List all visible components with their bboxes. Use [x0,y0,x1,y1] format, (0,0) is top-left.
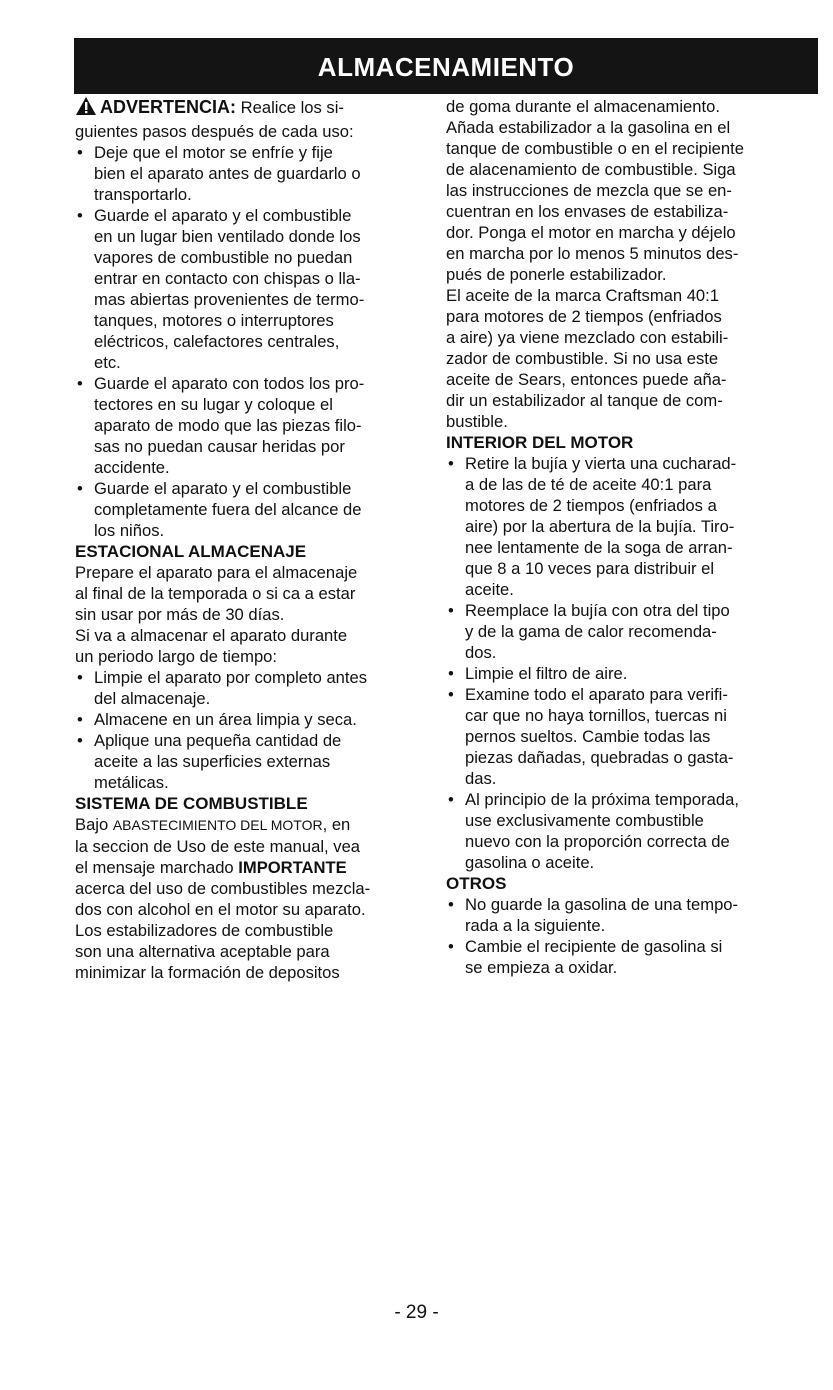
others-heading: OTROS [446,874,507,893]
paragraph-line: de alacenamiento de combustible. Siga [446,160,736,179]
list-item-line: • Almacene en un área limpia y seca. [94,710,357,729]
list-item-line: nuevo con la proporción correcta de [465,832,730,851]
list-item-line: • Guarde el aparato y el combustible [94,479,352,498]
others-list [446,894,816,978]
list-item [75,730,445,793]
list-item-line: • No guarde la gasolina de una tempo- [465,895,739,914]
list-item-line: completamente fuera del alcance de [94,500,362,519]
list-item-line: transportarlo. [94,185,192,204]
page-number: - 29 - [394,1302,439,1323]
list-item [446,600,816,663]
warning-list [75,142,445,541]
paragraph-line: Si va a almacenar el aparato durante [75,626,348,645]
paragraph-line: Prepare el aparato para el almacenaje [75,563,358,582]
list-item [446,894,816,936]
important-label: IMPORTANTE [238,858,347,877]
paragraph-line: dos con alcohol en el motor su aparato. [75,900,366,919]
list-item-line: • Examine todo el aparato para verifi- [465,685,728,704]
paragraph-line: bustible. [446,412,508,431]
fuel-paragraph-left [75,878,445,983]
list-item-line: aceite. [465,580,514,599]
warning-lead-rest: guientes pasos después de cada uso: [75,122,354,141]
list-item-line: • Deje que el motor se enfríe y fije [94,143,333,162]
paragraph-line: aceite de Sears, entonces puede aña- [446,370,727,389]
paragraph-line: minimizar la formación de depositos [75,963,340,982]
paragraph-line: son una alternativa aceptable para [75,942,330,961]
list-item-line: • Limpie el filtro de aire. [465,664,628,683]
list-item-line: que 8 a 10 veces para distribuir el [465,559,715,578]
list-item-line: motores de 2 tiempos (enfriados a [465,496,717,515]
fuel-section-ref: ABASTECIMIENTO DEL MOTOR [112,817,323,833]
list-item-line: entrar en contacto con chispas o lla- [94,269,361,288]
list-item-line: car que no haya tornillos, tuercas ni [465,706,727,725]
list-item [75,667,445,709]
list-item-line: aparato de modo que las piezas filo- [94,416,362,435]
paragraph-line: de goma durante el almacenamiento. [446,97,720,116]
banner-title: ALMACENAMIENTO [317,52,575,82]
paragraph-line: las instrucciones de mezcla que se en- [446,181,732,200]
list-item-line: dos. [465,643,497,662]
list-item [75,478,445,541]
list-item [75,142,445,205]
list-item-line: etc. [94,353,121,372]
paragraph-line: a aire) ya viene mezclado con estabili- [446,328,729,347]
warning-lead-first: Realice los si- [236,98,344,117]
paragraph-line: sin usar por más de 30 días. [75,605,285,624]
fuel-paragraph-right [446,96,816,432]
list-item-line: vapores de combustible no puedan [94,248,353,267]
list-item-line: • Cambie el recipiente de gasolina si [465,937,723,956]
list-item-line: bien el aparato antes de guardarlo o [94,164,361,183]
paragraph-line: al final de la temporada o si ca a estar [75,584,356,603]
warning-heading-line [75,96,445,121]
list-item [446,789,816,873]
seasonal-list [75,667,445,793]
paragraph-line: dir un estabilizador al tanque de com- [446,391,723,410]
fuel-heading: SISTEMA DE COMBUSTIBLE [75,794,308,813]
list-item-line: • Limpie el aparato por completo antes [94,668,368,687]
fuel-line-1 [75,814,445,836]
paragraph-line: El aceite de la marca Craftsman 40:1 [446,286,720,305]
list-item-line: eléctricos, calefactores centrales, [94,332,340,351]
warning-label: ADVERTENCIA: [100,97,237,117]
paragraph-line: en marcha por lo menos 5 minutos des- [446,244,739,263]
list-item [446,663,816,684]
paragraph-line: acerca del uso de combustibles mezcla- [75,879,371,898]
warning-triangle-icon [75,96,97,121]
list-item-line: • Guarde el aparato con todos los pro- [94,374,365,393]
seasonal-heading: ESTACIONAL ALMACENAJE [75,542,307,561]
right-column [446,96,816,978]
fuel-text: Bajo [75,815,113,834]
fuel-line-2: la seccion de Uso de este manual, vea [75,837,361,856]
list-item [446,453,816,600]
list-item-line: se empieza a oxidar. [465,958,618,977]
list-item [75,709,445,730]
list-item-line: • Reemplace la bujía con otra del tipo [465,601,730,620]
list-item-line: das. [465,769,497,788]
list-item [446,936,816,978]
list-item-line: metálicas. [94,773,169,792]
list-item [75,205,445,373]
engine-heading: INTERIOR DEL MOTOR [446,433,634,452]
paragraph-line: dor. Ponga el motor en marcha y déjelo [446,223,736,242]
list-item-line: • Guarde el aparato y el combustible [94,206,352,225]
left-column [75,96,445,983]
list-item [446,684,816,789]
list-item-line: pernos sueltos. Cambie todas las [465,727,711,746]
list-item-line: accidente. [94,458,170,477]
paragraph-line: pués de ponerle estabilizador. [446,265,667,284]
list-item-line: nee lentamente de la soga de arran- [465,538,733,557]
fuel-text: , en [322,815,351,834]
list-item-line: del almacenaje. [94,689,211,708]
list-item-line: aire) por la abertura de la bujía. Tiro- [465,517,735,536]
paragraph-line: Añada estabilizador a la gasolina en el [446,118,731,137]
fuel-line-3 [75,857,445,878]
list-item-line: y de la gama de calor recomenda- [465,622,717,641]
list-item-line: los niños. [94,521,165,540]
engine-list [446,453,816,873]
list-item-line: use exclusivamente combustible [465,811,704,830]
section-banner [74,38,818,94]
list-item-line: tanques, motores o interruptores [94,311,334,330]
list-item-line: aceite a las superficies externas [94,752,331,771]
list-item-line: • Retire la bujía y vierta una cucharad- [465,454,737,473]
list-item-line: a de las de té de aceite 40:1 para [465,475,712,494]
paragraph-line: zador de combustible. Si no usa este [446,349,719,368]
list-item-line: • Al principio de la próxima temporada, [465,790,739,809]
list-item-line: gasolina o aceite. [465,853,595,872]
paragraph-line: tanque de combustible o en el recipiente [446,139,744,158]
list-item-line: tectores en su lugar y coloque el [94,395,333,414]
list-item-line: sas no puedan causar heridas por [94,437,345,456]
list-item-line: en un lugar bien ventilado donde los [94,227,361,246]
list-item-line: mas abiertas provenientes de termo- [94,290,365,309]
paragraph-line: Los estabilizadores de combustible [75,921,334,940]
paragraph-line: cuentran en los envases de estabiliza- [446,202,729,221]
list-item-line: • Aplique una pequeña cantidad de [94,731,342,750]
list-item-line: rada a la siguiente. [465,916,606,935]
paragraph-line: un periodo largo de tiempo: [75,647,278,666]
paragraph-line: para motores de 2 tiempos (enfriados [446,307,722,326]
list-item-line: piezas dañadas, quebradas o gasta- [465,748,734,767]
seasonal-intro [75,562,445,667]
fuel-text: el mensaje marchado [75,858,239,877]
list-item [75,373,445,478]
